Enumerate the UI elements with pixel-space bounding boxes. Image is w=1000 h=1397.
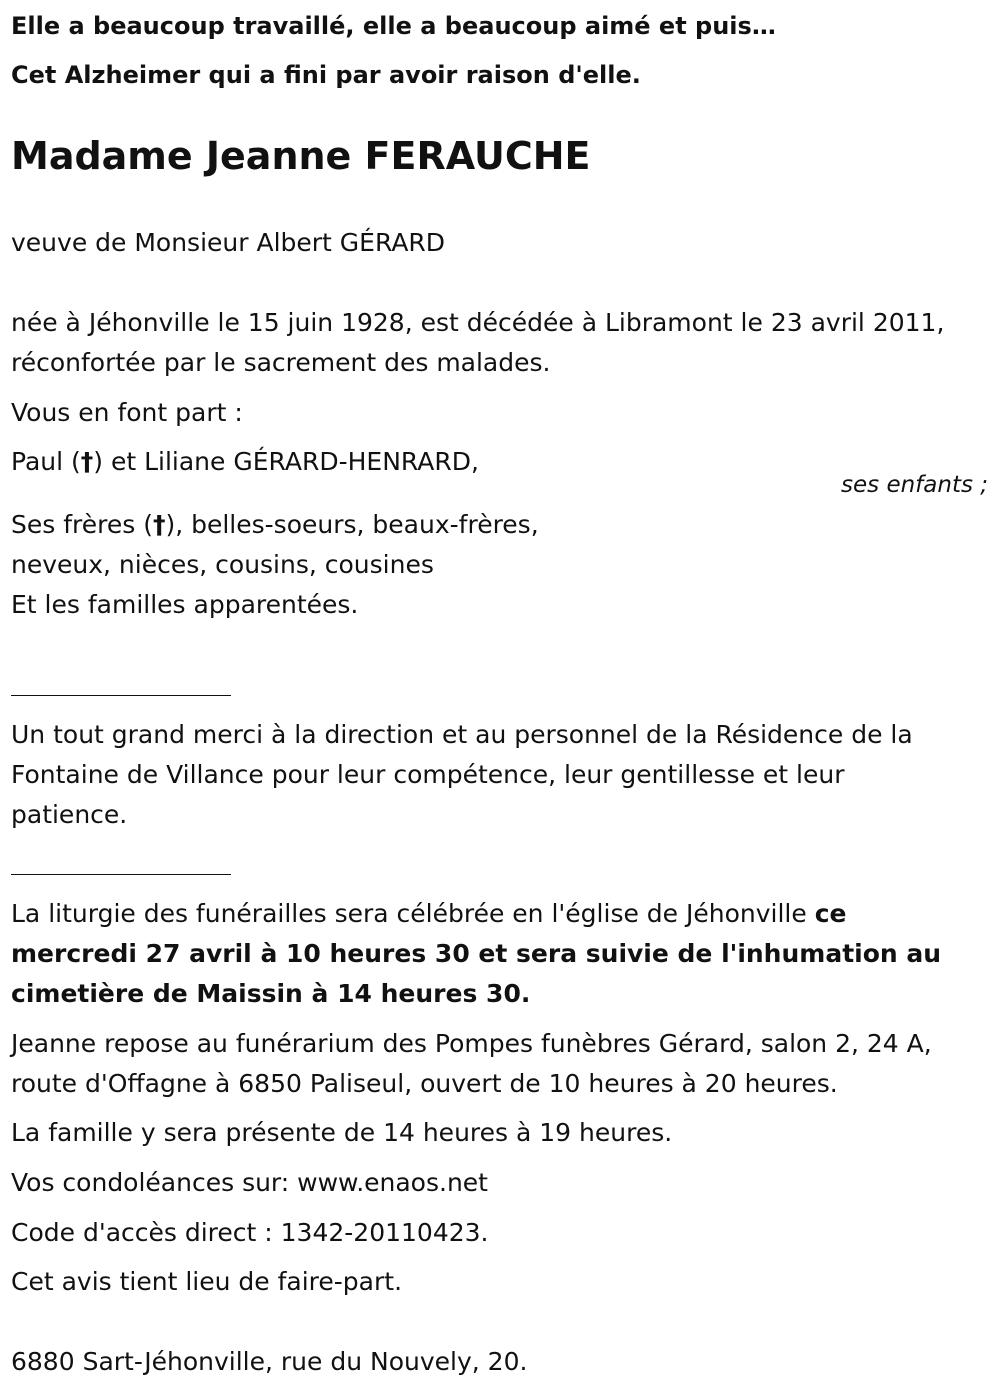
- announcement-intro: Vous en font part :: [11, 398, 243, 427]
- funeral-text-bold: ce: [814, 899, 847, 928]
- children-text-before: Paul (: [11, 447, 81, 476]
- family-presence-line: La famille y sera présente de 14 heures à 19 heures.: [11, 1118, 673, 1147]
- birth-death-line-1: née à Jéhonville le 15 juin 1928, est décédée à Libramont le 23 avril 2011,: [11, 308, 945, 337]
- funeral-text-plain: La liturgie des funérailles sera célébrée en l'église de Jéhonville: [11, 899, 815, 928]
- thanks-line-1: Un tout grand merci à la direction et au personnel de la Résidence de la: [11, 720, 913, 749]
- spouse-line: veuve de Monsieur Albert GÉRARD: [11, 228, 446, 257]
- address-line: 6880 Sart-Jéhonville, rue du Nouvely, 20.: [11, 1347, 528, 1376]
- children-role: ses enfants ;: [841, 472, 988, 498]
- separator-1: [11, 695, 231, 696]
- birth-death-line-2: réconfortée par le sacrement des malades.: [11, 348, 551, 377]
- families-line: Et les familles apparentées.: [11, 590, 359, 619]
- tagline-line-1: Elle a beaucoup travaillé, elle a beaucoup aimé et puis…: [11, 12, 776, 40]
- funeral-line-1: [11, 894, 846, 934]
- thanks-line-2: Fontaine de Villance pour leur compétence, leur gentillesse et leur: [11, 760, 845, 789]
- funeral-line-3: cimetière de Maissin à 14 heures 30.: [11, 979, 531, 1008]
- thanks-line-3: patience.: [11, 800, 128, 829]
- deceased-name: Madame Jeanne FERAUCHE: [11, 134, 591, 178]
- siblings-text-before: Ses frères (: [11, 510, 153, 539]
- repose-line-2: route d'Offagne à 6850 Paliseul, ouvert de 10 heures à 20 heures.: [11, 1069, 838, 1098]
- condolences-line: Vos condoléances sur: www.enaos.net: [11, 1168, 488, 1197]
- repose-line-1: Jeanne repose au funérarium des Pompes funèbres Gérard, salon 2, 24 A,: [11, 1029, 932, 1058]
- separator-2: [11, 874, 231, 875]
- funeral-line-2: mercredi 27 avril à 10 heures 30 et sera suivie de l'inhumation au: [11, 939, 942, 968]
- cross-icon: †: [80, 447, 94, 476]
- children-line: [11, 442, 479, 482]
- tagline-line-2: Cet Alzheimer qui a fini par avoir raison d'elle.: [11, 61, 641, 89]
- cross-icon: †: [152, 510, 166, 539]
- notice-line: Cet avis tient lieu de faire-part.: [11, 1267, 403, 1296]
- relatives-line: neveux, nièces, cousins, cousines: [11, 550, 434, 579]
- access-code-line: Code d'accès direct : 1342-20110423.: [11, 1218, 489, 1247]
- siblings-text-after: ), belles-soeurs, beaux-frères,: [165, 510, 539, 539]
- children-text-after: ) et Liliane GÉRARD-HENRARD,: [93, 447, 479, 476]
- siblings-line: [11, 505, 539, 545]
